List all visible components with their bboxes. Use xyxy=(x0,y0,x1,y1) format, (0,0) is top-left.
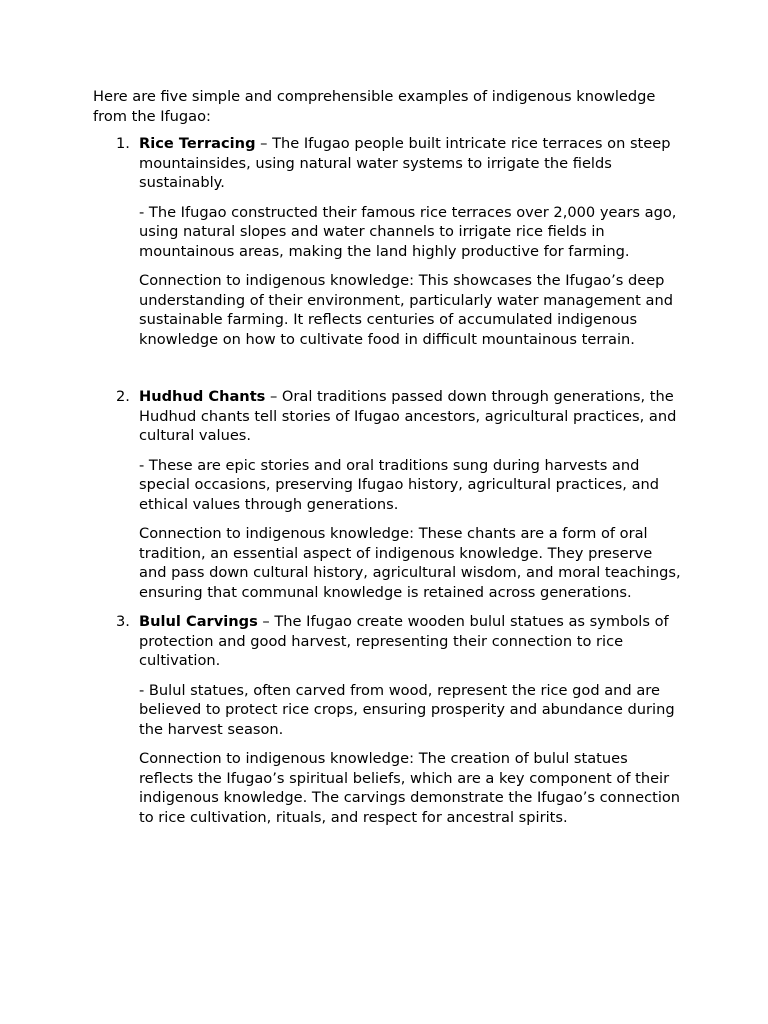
item-connection: Connection to indigenous knowledge: This showcases the Ifugao’s deep understanding of their environment, particularly water management and sustainable farming. It reflects centuries of accumulated indigenous knowledge on how to cultivate food in difficult mountainous terrain. xyxy=(139,272,673,348)
item-summary-text: – The Ifugao create wooden bulul statues as symbols of protection and good harvest, representing their connection to rice cultivation. xyxy=(139,613,669,669)
list-item-number: 3. xyxy=(116,613,130,630)
item-detail: - The Ifugao constructed their famous rice terraces over 2,000 years ago, using natural slopes and water channels to irrigate rice fields in mountainous areas, making the land highly productive for farming. xyxy=(139,203,677,260)
item-summary xyxy=(139,612,683,671)
item-summary xyxy=(139,387,683,446)
item-title: Hudhud Chants xyxy=(139,388,266,405)
item-summary xyxy=(139,134,683,193)
item-title: Bulul Carvings xyxy=(139,613,258,630)
list-item-hudhud-chants xyxy=(93,387,683,602)
item-detail: - Bulul statues, often carved from wood, represent the rice god and are believed to protect rice crops, ensuring prosperity and abundance during the harvest season. xyxy=(139,681,675,738)
list-item-bulul-carvings xyxy=(93,612,683,827)
item-summary-text: – The Ifugao people built intricate rice terraces on steep mountainsides, using natural water systems to irrigate the fields sustainably. xyxy=(139,135,671,191)
list-item-number: 2. xyxy=(116,388,130,405)
intro-paragraph: Here are five simple and comprehensible examples of indigenous knowledge from the Ifugao: xyxy=(93,88,656,125)
list-item-rice-terracing xyxy=(93,134,683,349)
item-title: Rice Terracing xyxy=(139,135,256,152)
item-connection: Connection to indigenous knowledge: These chants are a form of oral tradition, an essential aspect of indigenous knowledge. They preserve and pass down cultural history, agricultural wisdom, and moral teachings, ensuring that communal knowledge is retained across generations. xyxy=(139,525,681,601)
document-page xyxy=(93,87,683,837)
item-connection: Connection to indigenous knowledge: The creation of bulul statues reflects the Ifugao’s spiritual beliefs, which are a key component of their indigenous knowledge. The carvings demonstrate the Ifugao’s connection to rice cultivation, rituals, and respect for ancestral spirits. xyxy=(139,750,681,826)
examples-list xyxy=(93,134,683,827)
item-summary-text: – Oral traditions passed down through generations, the Hudhud chants tell stories of Ifugao ancestors, agricultural practices, and cultural values. xyxy=(139,388,677,444)
list-item-number: 1. xyxy=(116,135,130,152)
item-detail: - These are epic stories and oral traditions sung during harvests and special occasions, preserving Ifugao history, agricultural practices, and ethical values through generations. xyxy=(139,456,660,513)
